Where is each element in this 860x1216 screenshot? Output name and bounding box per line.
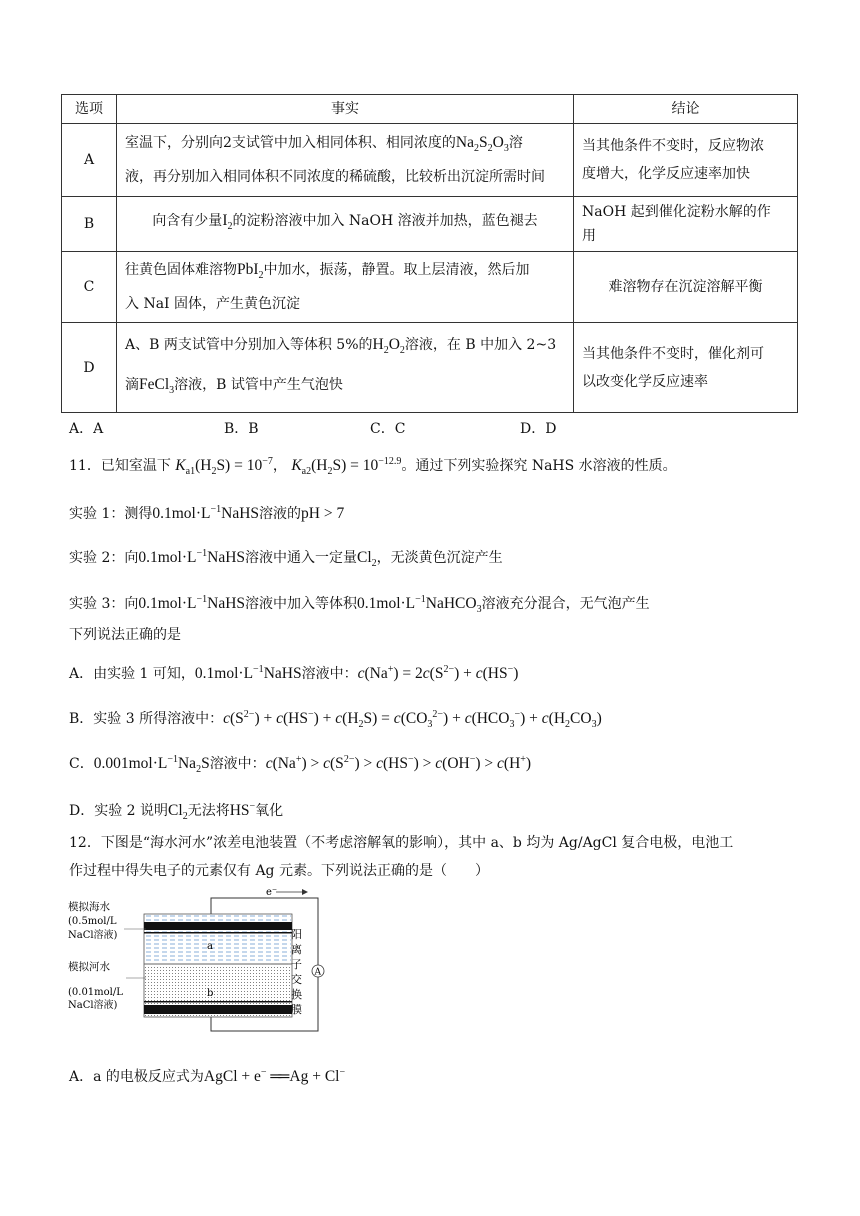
svg-text:A: A (314, 967, 321, 978)
ka1: $K_{a1}(H_2S) = 10^{-7}$ (175, 456, 273, 478)
table-row (62, 323, 798, 413)
formula: $Na_2S_2O_3$ (455, 133, 509, 155)
row-fact: A、B 两支试管中分别加入等体积 5%的$H_2O_2$溶液，在 B 中加入 2~3 滴FeCl$_3$溶液，B 试管中产生气泡快 (117, 323, 574, 413)
row-conclusion: 当其他条件不变时，催化剂可 以改变化学反应速率 (574, 323, 798, 413)
q11-stem: 11．已知室温下 $K_{a1}(H_2S) = 10^{-7}$， $K_{a2}(H_2S) = 10^{-12.9}$。通过下列实验探究 NaHS 水溶液的性质。 (69, 456, 677, 478)
q11-option-c: C．$0.001mol\cdot L^{-1}Na_2S$溶液中：$c(Na^+) > c(S^{2-}) > c(HS^-) > c(OH^-) > c(H^+)$ (69, 754, 532, 776)
q11-option-a: A．由实验 1 可知，$0.1mol\cdot L^{-1}NaHS$溶液中：$c(Na^+) = 2c(S^{2-}) + c(HS^-)$ (69, 664, 519, 683)
formula: $H_2O_2$ (372, 336, 405, 357)
q11-option-b: B．实验 3 所得溶液中：$c(S^{2-}) + c(HS^-) + c(H_2S) = c(CO_3^{2-}) + c(HCO_3^-) + c(H_2CO_3)$ (69, 709, 602, 731)
row-option: A (62, 124, 117, 197)
row-option: B (62, 197, 117, 252)
q10-options (69, 418, 556, 438)
river-label: 模拟河水 (68, 961, 110, 973)
membrane-label: 阳 (291, 928, 302, 941)
sea-label: 模拟海水 (68, 901, 110, 913)
q12-stem-line2: 作过程中得失电子的元素仅有 Ag 元素。下列说法正确的是（ ） (69, 863, 489, 879)
row-conclusion: NaOH 起到催化淀粉水解的作 用 (574, 197, 798, 252)
table-row (62, 252, 798, 323)
option-c: C．C (370, 421, 406, 437)
electrode-a (144, 922, 292, 930)
table-row (62, 197, 798, 252)
option-d: D．D (520, 421, 557, 437)
q11-option-d: D．实验 2 说明$Cl_2$无法将HS−氧化 (69, 801, 284, 823)
row-fact: 往黄色固体难溶物PbI$_2$中加水，振荡，静置。取上层清液，然后加 入 NaI 固体，产生黄色沉淀 (117, 252, 574, 323)
q10-table (61, 94, 798, 413)
q11-exp2: 实验 2：向$0.1mol\cdot L^{-1}NaHS$溶液中通入一定量$Cl_2$，无淡黄色沉淀产生 (69, 548, 503, 570)
svg-text:(0.01mol/L: (0.01mol/L (68, 987, 123, 998)
row-fact: 室温下，分别向2支试管中加入相同体积、相同浓度的$Na_2S_2O_3$溶 液，再分别加入相同体积不同浓度的稀硫酸，比较析出沉淀所需时间 (117, 124, 574, 197)
svg-text:b: b (207, 988, 214, 999)
concentration-cell-diagram (66, 882, 336, 1038)
svg-text:换: 换 (291, 988, 302, 1001)
formula: $I_2$ (222, 211, 233, 233)
table-row (62, 124, 798, 197)
option-a: A．A (69, 421, 104, 437)
q11-question: 下列说法正确的是 (69, 627, 181, 643)
formula: PbI$_2$ (237, 260, 264, 282)
svg-text:NaCl溶液): NaCl溶液) (68, 1000, 118, 1011)
ka2: $K_{a2}(H_2S) = 10^{-12.9}$ (291, 456, 402, 478)
q12-option-a: A．a 的电极反应式为AgCl + e− ══ Ag + Cl− (69, 1067, 346, 1086)
electrode-b (144, 1005, 292, 1014)
header-conclusion: 结论 (574, 95, 798, 124)
svg-text:膜: 膜 (291, 1003, 302, 1016)
header-option: 选项 (62, 95, 117, 124)
row-option: D (62, 323, 117, 413)
row-conclusion: 当其他条件不变时，反应物浓 度增大，化学反应速率加快 (574, 124, 798, 197)
row-fact: 向含有少量$I_2$的淀粉溶液中加入 NaOH 溶液并加热，蓝色褪去 (117, 197, 574, 252)
svg-text:a: a (207, 941, 213, 952)
q11-exp1: 实验 1：测得$0.1mol\cdot L^{-1}NaHS$溶液的pH > 7 (69, 504, 345, 523)
q12-stem-line1: 12．下图是“海水河水”浓差电池装置（不考虑溶解氧的影响），其中 a、b 均为 Ag/AgCl 复合电极，电池工 (69, 835, 734, 851)
svg-text:离: 离 (291, 943, 302, 956)
row-conclusion: 难溶物存在沉淀溶解平衡 (574, 252, 798, 323)
formula: FeCl$_3$ (139, 375, 175, 396)
q11-exp3: 实验 3：向$0.1mol\cdot L^{-1}NaHS$溶液中加入等体积$0.1mol\cdot L^{-1}NaHCO_3$溶液充分混合，无气泡产生 (69, 594, 650, 616)
svg-text:交: 交 (291, 973, 302, 986)
row-option: C (62, 252, 117, 323)
svg-text:子: 子 (291, 958, 302, 971)
svg-text:(0.5mol/L: (0.5mol/L (68, 916, 117, 927)
electron-label: e⁻ (266, 887, 278, 898)
svg-text:NaCl溶液): NaCl溶液) (68, 930, 118, 941)
header-fact: 事实 (117, 95, 574, 124)
option-b: B．B (224, 421, 259, 437)
